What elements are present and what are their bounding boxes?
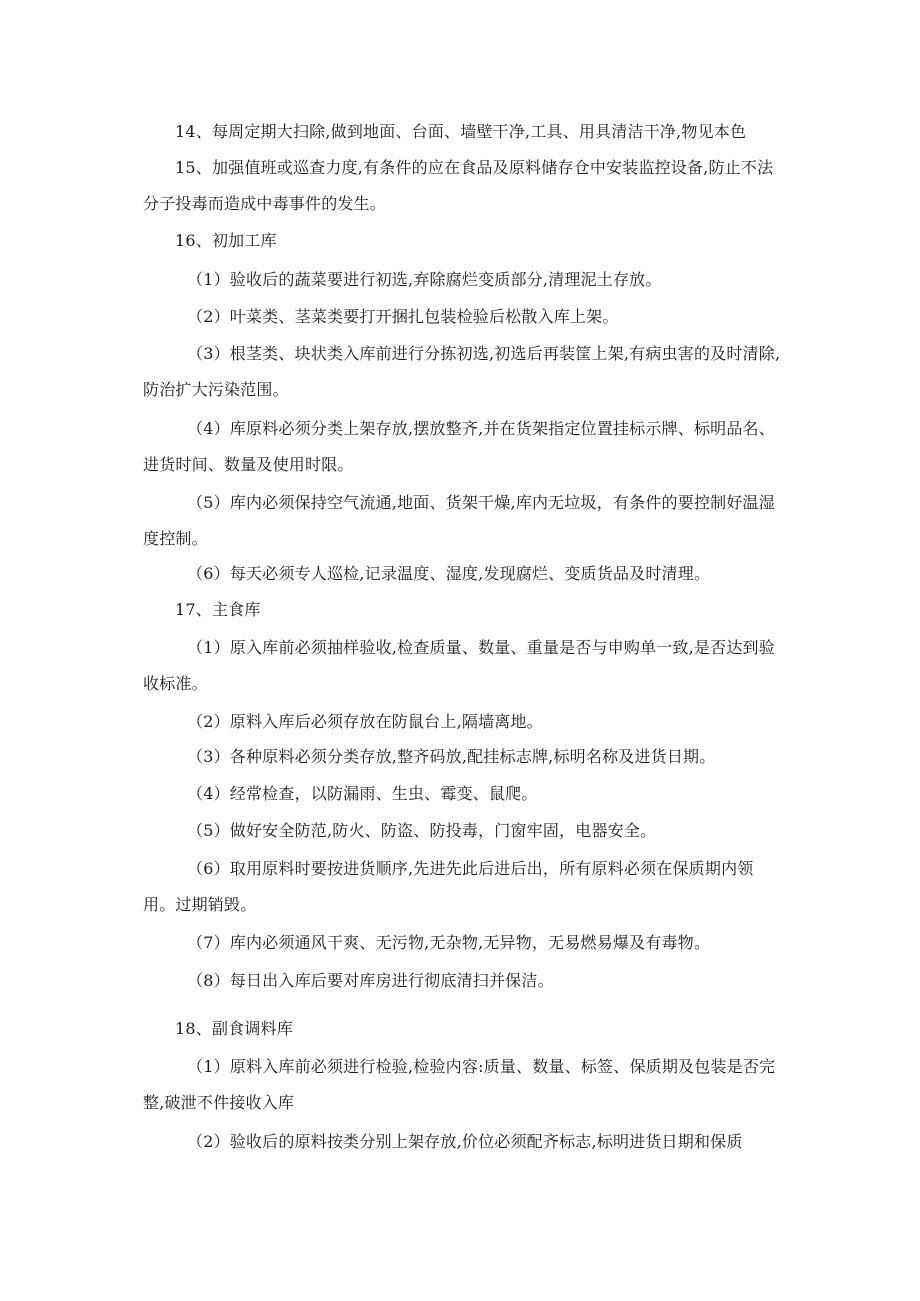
heading-18: 18、副食调料库: [175, 1019, 293, 1038]
item-16-2: （2）叶菜类、茎菜类要打开捆扎包装检验后松散入库上架。: [187, 307, 619, 326]
item-16-3: （3）根茎类、块状类入库前进行分拣初选,初选后再装筐上架,有病虫害的及时清除,防治扩大污染范围。: [143, 344, 781, 399]
item-17-7: （7）库内必须通风干爽、无污物,无杂物,无异物，无易燃易爆及有毒物。: [187, 933, 711, 952]
item-18-2: （2）验收后的原料按类分别上架存放,价位必须配齐标志,标明进货日期和保质: [187, 1132, 743, 1151]
item-17-6: （6）取用原料时要按进货顺序,先进先此后进后出，所有原料必须在保质期内领用。过期销毁。: [143, 859, 754, 914]
item-16-4: （4）库原料必须分类上架存放,摆放整齐,并在货架指定位置挂标示牌、标明品名、进货时间、数量及使用时限。: [143, 419, 775, 474]
paragraph-14: 14、每周定期大扫除,做到地面、台面、墙壁干净,工具、用具清洁干净,物见本色: [175, 122, 747, 141]
item-17-2: （2）原料入库后必须存放在防鼠台上,隔墙离地。: [187, 712, 543, 731]
item-17-8: （8）每日出入库后要对库房进行彻底清扫并保洁。: [187, 971, 554, 990]
item-17-4: （4）经常检查，以防漏雨、生虫、霉变、鼠爬。: [187, 784, 538, 803]
heading-16: 16、初加工库: [175, 231, 277, 250]
item-17-1: （1）原入库前必须抽样验收,检查质量、数量、重量是否与申购单一致,是否达到验收标准。: [143, 638, 775, 693]
item-16-5: （5）库内必须保持空气流通,地面、货架干燥,库内无垃圾，有条件的要控制好温湿度控制。: [143, 493, 775, 548]
heading-17: 17、主食库: [175, 600, 261, 619]
item-16-6: （6）每天必须专人巡检,记录温度、湿度,发现腐烂、变质货品及时清理。: [187, 564, 711, 583]
item-17-5: （5）做好安全防范,防火、防盗、防投毒，门窗牢固，电器安全。: [187, 821, 657, 840]
item-16-1: （1）验收后的蔬菜要进行初选,弃除腐烂变质部分,清理泥土存放。: [187, 270, 662, 289]
item-17-3: （3）各种原料必须分类存放,整齐码放,配挂标志牌,标明名称及进货日期。: [187, 747, 716, 766]
item-18-1: （1）原料入库前必须进行检验,检验内容:质量、数量、标签、保质期及包装是否完整,破泄不件接收入库: [143, 1057, 776, 1112]
paragraph-15: 15、加强值班或巡查力度,有条件的应在食品及原料储存仓中安装监控设备,防止不法分子投毒而造成中毒事件的发生。: [143, 158, 774, 213]
